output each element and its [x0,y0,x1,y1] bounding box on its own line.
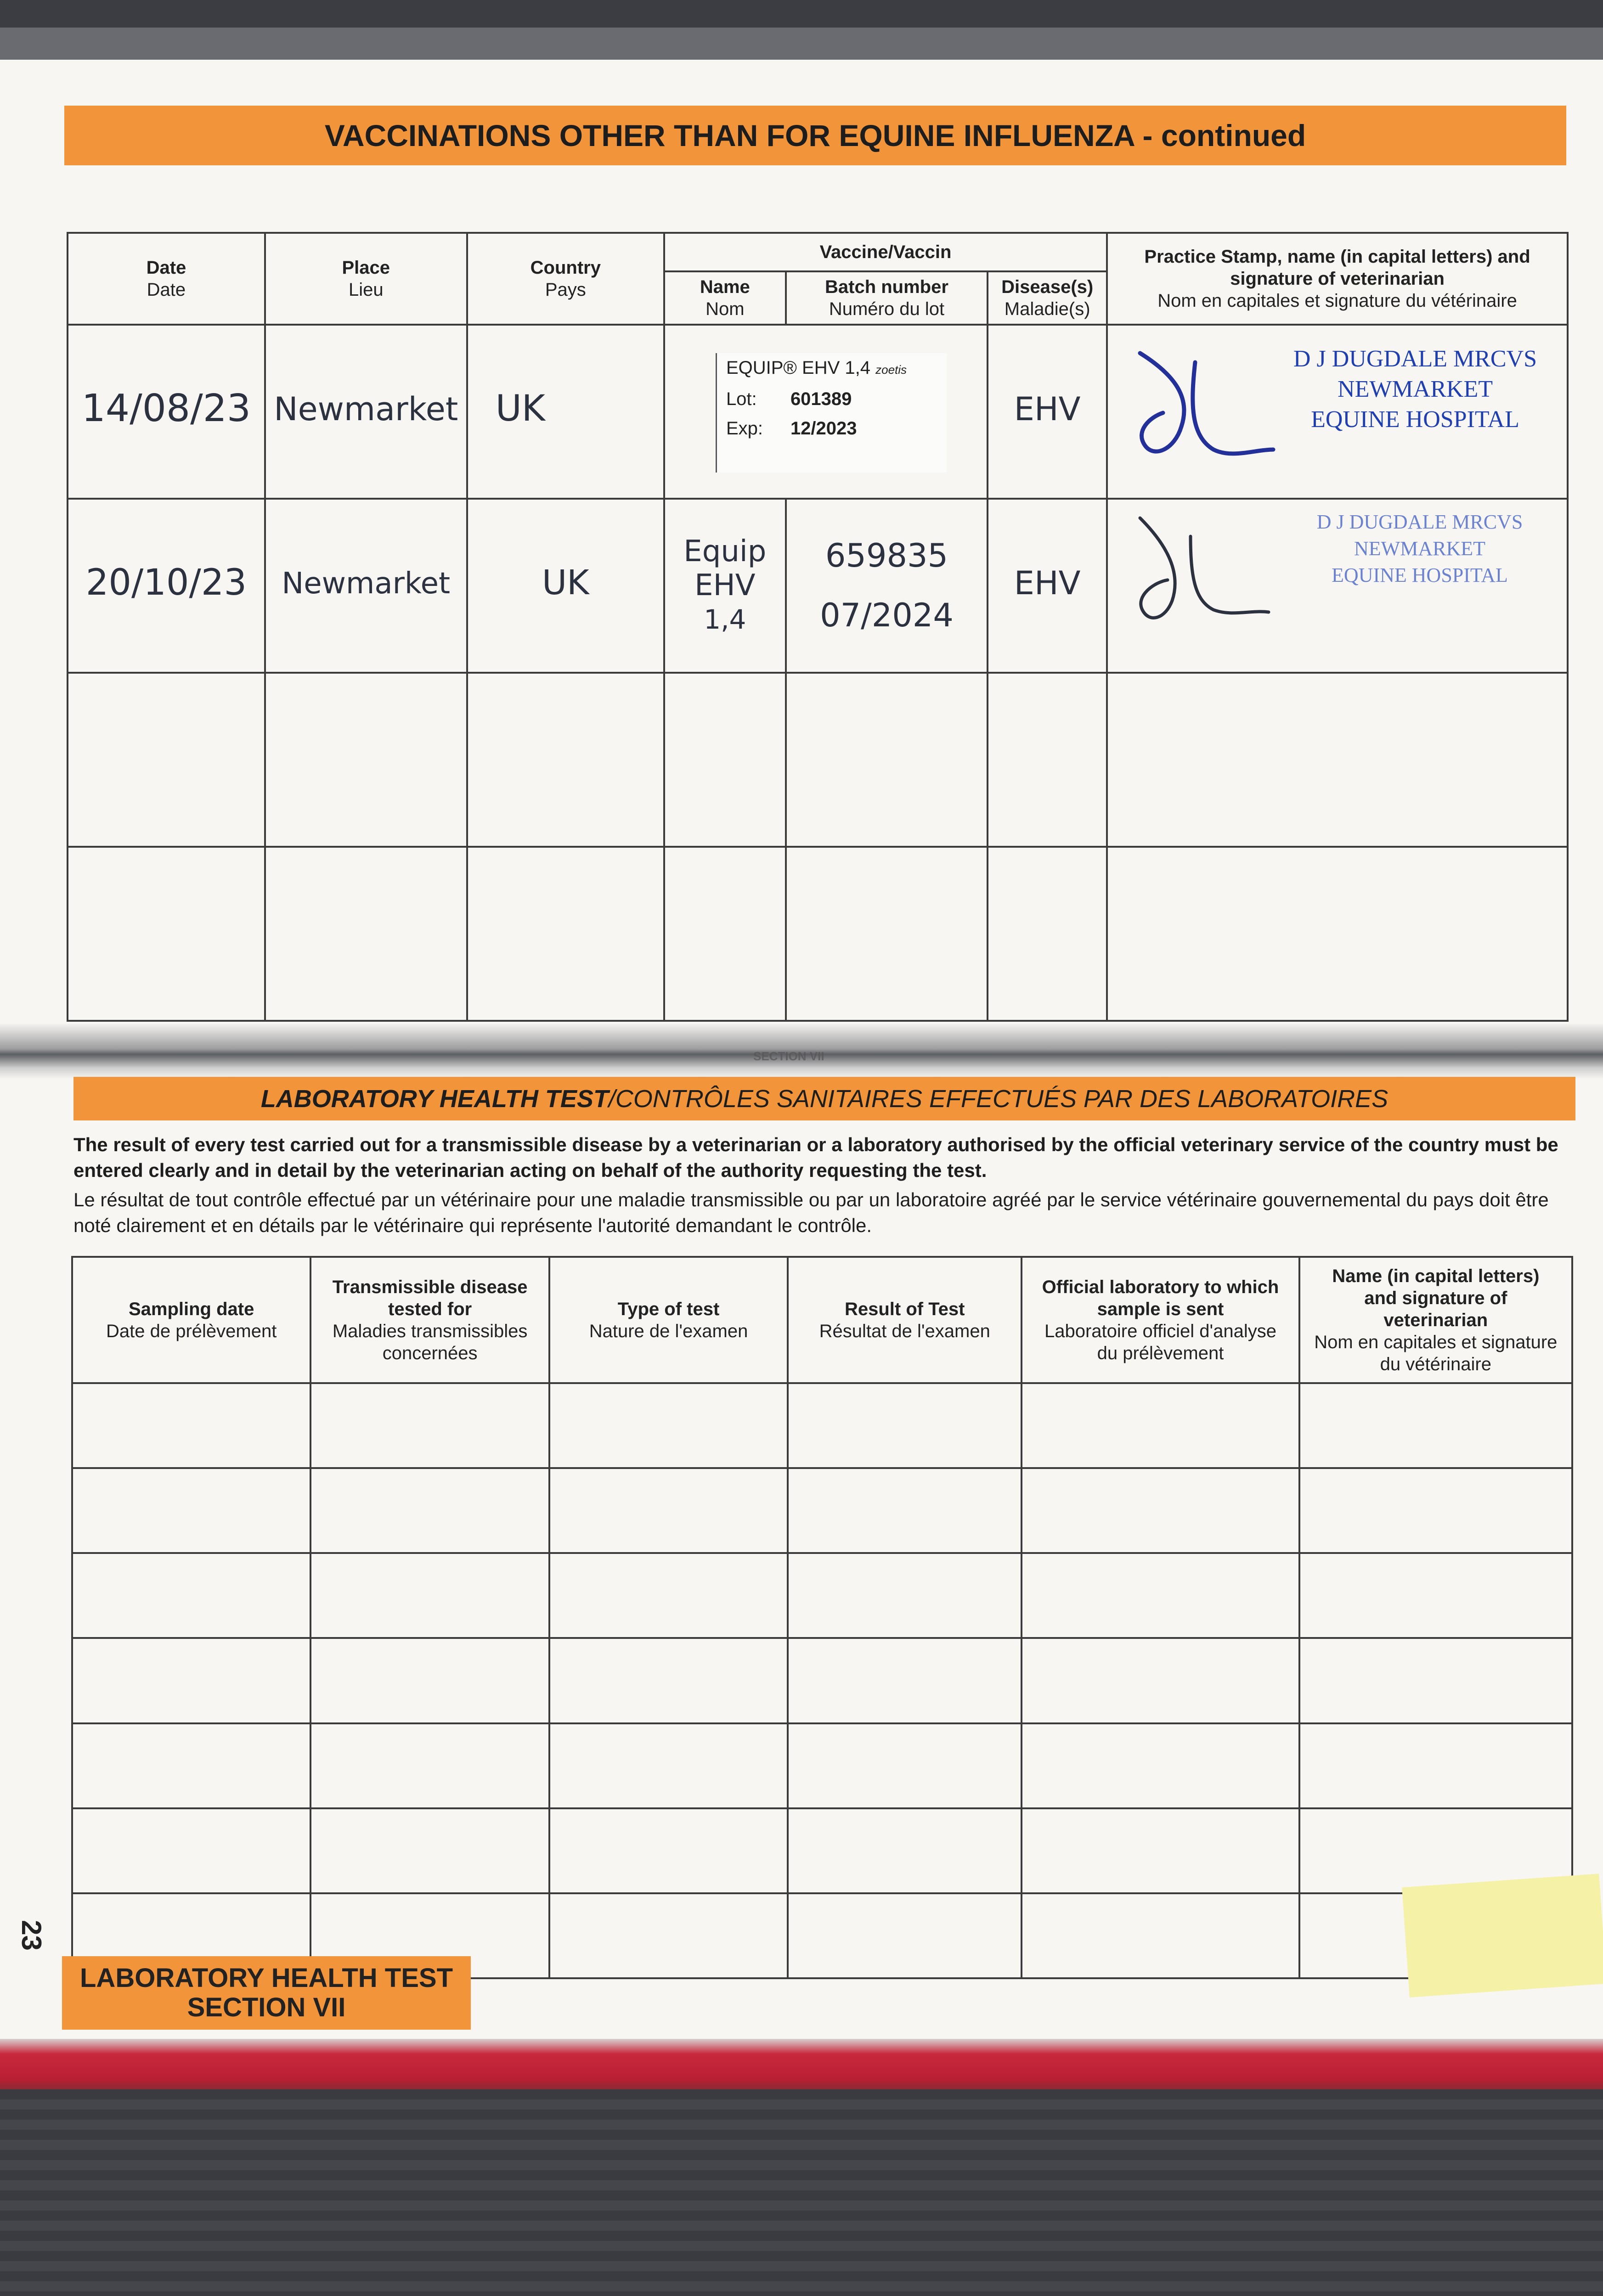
row2-stamp-line2: NEWMARKET [1354,537,1485,560]
section-tab-line2: SECTION VII [187,1992,346,2022]
table-row [72,1553,1572,1638]
lab-header-result: Result of Test Résultat de l'examen [788,1257,1022,1383]
page-number: 23 [16,1920,47,1951]
vaccinations-table [67,232,1569,1022]
section-tab [62,1956,471,2030]
table-row [68,499,1568,673]
page-top-edge [0,28,1603,60]
row2-date: 20/10/23 [68,499,265,673]
vaccinations-title-bar [64,106,1566,165]
row2-name: Equip EHV 1,4 [664,499,786,673]
row2-stamp-line1: D J DUGDALE MRCVS [1316,511,1523,533]
lab-table [71,1256,1573,1979]
row2-stamp [1107,499,1568,673]
row2-signature [1122,504,1278,642]
sticky-note [1402,1874,1603,1997]
row2-stamp-line3: EQUINE HOSPITAL [1332,564,1508,586]
lab-intro-fr: Le résultat de tout contrôle effectué par un vétérinaire pour une maladie transmissible ou par un laboratoire agréé par le service vétérinaire gouvernemental du pays doit être noté clairement et en détails par le vétérinaire qui représente l'autorité demandant le contrôle. [73,1189,1549,1236]
row1-stamp-line2: NEWMARKET [1338,376,1493,403]
lab-title-bar [73,1077,1575,1120]
row1-vaccine-label-sticker: EQUIP® EHV 1,4 zoetis Lot: 601389 Exp: 12/2023 [664,325,988,499]
lab-title-rest: /CONTRÔLES SANITAIRES EFFECTUÉS PAR DES LABORATOIRES [608,1085,1389,1113]
table-row [68,847,1568,1021]
table-row [72,1723,1572,1808]
lab-header-veterinarian: Name (in capital letters) and signature of veterinarian Nom en capitales et signature du vétérinaire [1299,1257,1572,1383]
header-date: Date Date [68,233,265,325]
lab-header-disease: Transmissible disease tested for Maladies transmissibles concernées [310,1257,549,1383]
table-row [72,1808,1572,1893]
section-tab-line1: LABORATORY HEALTH TEST [80,1963,453,1993]
header-vaccine-group: Vaccine/Vaccin [664,233,1107,271]
row2-country: UK [467,499,664,673]
table-row [68,325,1568,499]
cover-red-edge [0,2039,1603,2089]
row2-place: Newmarket [265,499,467,673]
table-row [72,1468,1572,1553]
lab-header-type: Type of test Nature de l'examen [549,1257,788,1383]
lab-intro-en: The result of every test carried out for a transmissible disease by a veterinarian or a laboratory authorised by the official veterinary service of the country must be entered clearly and in detail by the veterinarian acting on behalf of the authority requesting the test. [73,1134,1558,1181]
header-place: Place Lieu [265,233,467,325]
row1-country: UK [467,325,664,499]
row1-signature [1122,335,1287,473]
row1-disease: EHV [988,325,1107,499]
row1-stamp-line1: D J DUGDALE MRCVS [1293,346,1537,372]
lab-header-sampling-date: Sampling date Date de prélèvement [72,1257,310,1383]
row2-disease: EHV [988,499,1107,673]
row2-batch: 659835 07/2024 [786,499,988,673]
header-country: Country Pays [467,233,664,325]
background-surface [0,2089,1603,2296]
header-batch: Batch number Numéro du lot [786,271,988,325]
table-row [72,1383,1572,1468]
table-row [72,1638,1572,1723]
lab-title-bold: LABORATORY HEALTH TEST [260,1085,609,1113]
header-practice-stamp: Practice Stamp, name (in capital letters) and signature of veterinarian Nom en capitales et signature du vétérinaire [1107,233,1568,325]
row1-stamp-line3: EQUINE HOSPITAL [1311,406,1519,433]
lab-header-laboratory: Official laboratory to which sample is sent Laboratoire officiel d'analyse du prélèvement [1022,1257,1299,1383]
header-name: Name Nom [664,271,786,325]
table-row [68,673,1568,847]
row1-stamp [1107,325,1568,499]
row1-place: Newmarket [265,325,467,499]
row1-date: 14/08/23 [68,325,265,499]
passport-page [0,28,1603,2048]
header-disease: Disease(s) Maladie(s) [988,271,1107,325]
lab-section-small-label: SECTION VII [753,1049,824,1063]
vaccinations-title: VACCINATIONS OTHER THAN FOR EQUINE INFLUENZA - continued [324,118,1306,152]
